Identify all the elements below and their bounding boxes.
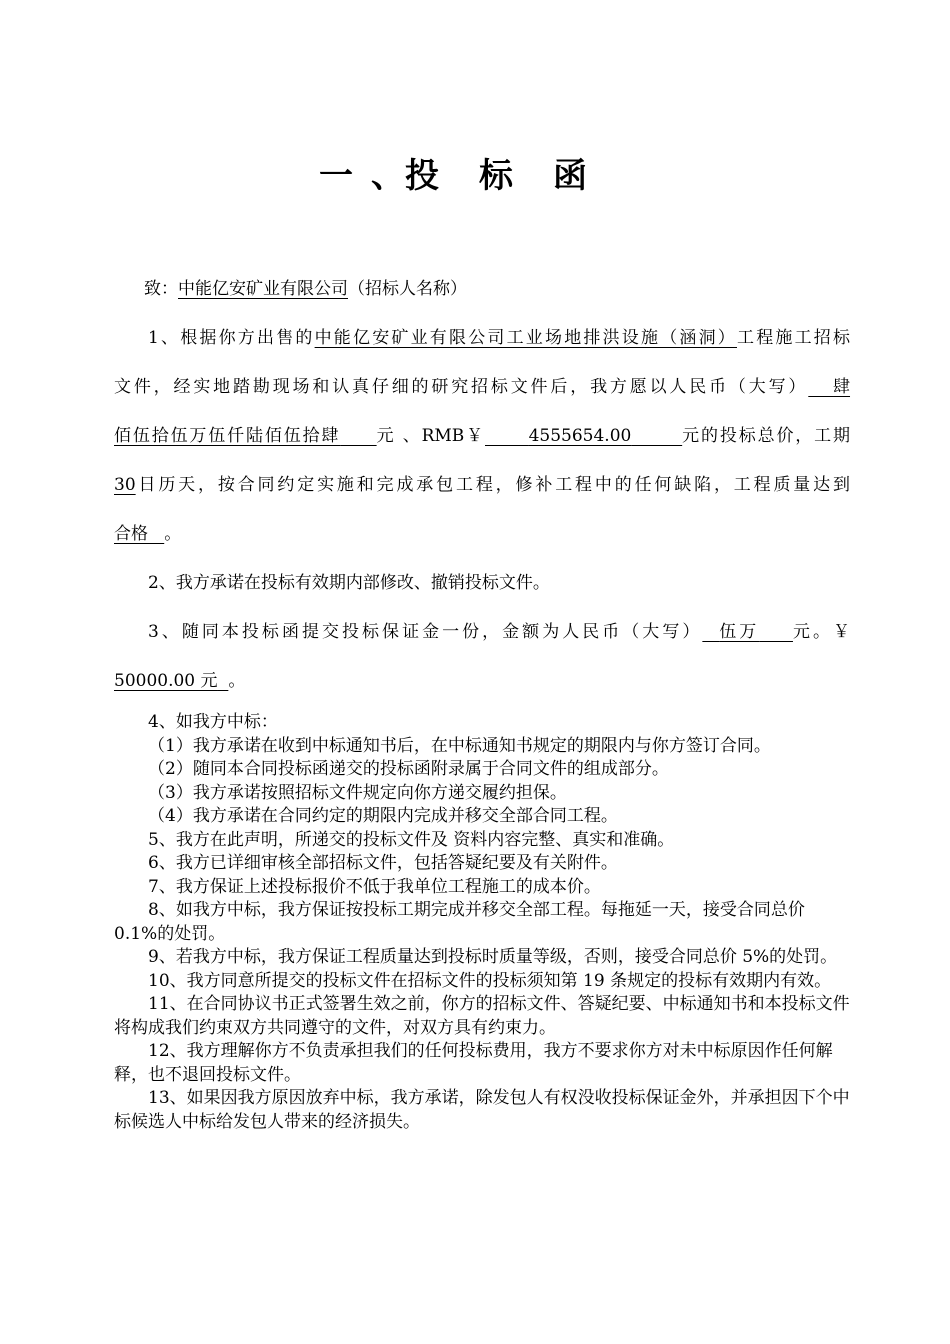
title-char-3: 标	[479, 156, 513, 196]
clause-4-item: （1）我方承诺在收到中标通知书后，在中标通知书规定的期限内与你方签订合同。	[148, 735, 771, 756]
clause-3-line-1: 3、随同本投标函提交投标保证金一份，金额为人民币（大写） 伍万 元。￥	[148, 622, 851, 642]
letter-body-main	[114, 265, 850, 706]
clause-1-line-5: 合格 。	[114, 524, 182, 544]
clause-4-item: （4）我方承诺在合同约定的期限内完成并移交全部合同工程。	[148, 806, 618, 826]
title-char-2: 、投	[371, 156, 439, 196]
clause-1-line-4: 30日历天，按合同约定实施和完成承包工程，修补工程中的任何缺陷，工程质量达到	[114, 475, 850, 495]
clause-5: 5、我方在此声明，所递交的投标文件及 资料内容完整、真实和准确。	[148, 829, 675, 850]
letter-body-clauses	[114, 711, 850, 1134]
clause-3-line-2: 50000.00 元 。	[114, 671, 246, 691]
addressee-prefix: 致：	[144, 279, 178, 299]
duration-days: 30	[114, 475, 136, 495]
clause-9: 9、若我方中标，我方保证工程质量达到投标时质量等级，否则，接受合同总价 5%的处罚。	[148, 947, 838, 967]
clause-2: 2、我方承诺在投标有效期内部修改、撤销投标文件。	[148, 573, 550, 593]
amount-cn-lead: 肆	[833, 377, 851, 397]
clause-4-heading: 4、如我方中标：	[148, 712, 278, 732]
clause-1-line-2: 文件，经实地踏勘现场和认真仔细的研究招标文件后，我方愿以人民币（大写） 肆	[114, 377, 851, 397]
title-char-1: 一	[319, 156, 353, 196]
bond-amount-num: 50000.00 元	[114, 671, 218, 691]
clause-11: 11、在合同协议书正式签署生效之前，你方的招标文件、答疑纪要、中标通知书和本投标文件将构成我们约束双方共同遵守的文件，对双方具有约束力。	[114, 994, 850, 1038]
addressee-line	[114, 265, 850, 314]
bond-amount-cn: 伍万	[719, 622, 760, 642]
clause-4-item: （2）随同本合同投标函递交的投标函附录属于合同文件的组成部分。	[148, 759, 669, 779]
amount-cn: 佰伍拾伍万伍仟陆佰伍拾肆	[114, 426, 341, 446]
quality-grade: 合格	[114, 524, 148, 544]
amount-num: 4555654.00	[528, 426, 632, 446]
title-char-4: 函	[553, 156, 587, 196]
clause-1-line-3: 佰伍拾伍万伍仟陆佰伍拾肆 元 、RMB￥ 4555654.00 元的投标总价，工期	[114, 426, 851, 446]
clause-10: 10、我方同意所提交的投标文件在招标文件的投标须知第 19 条规定的投标有效期内有效。	[148, 970, 832, 991]
clause-8: 8、如我方中标，我方保证按投标工期完成并移交全部工程。每拖延一天，接受合同总价 0.1%的处罚。	[114, 900, 805, 944]
addressee-name: 中能亿安矿业有限公司	[178, 279, 348, 299]
addressee-suffix: （招标人名称）	[348, 279, 467, 299]
project-name: 中能亿安矿业有限公司工业场地排洪设施（涵洞）	[314, 328, 737, 348]
clause-7: 7、我方保证上述投标报价不低于我单位工程施工的成本价。	[148, 876, 601, 897]
page-title	[0, 150, 950, 202]
clause-4-item: （3）我方承诺按照招标文件规定向你方递交履约担保。	[148, 782, 567, 803]
clause-13: 13、如果因我方原因放弃中标，我方承诺，除发包人有权没收投标保证金外，并承担因下个中标候选人中标给发包人带来的经济损失。	[114, 1088, 850, 1132]
clause-6: 6、我方已详细审核全部招标文件，包括答疑纪要及有关附件。	[148, 853, 618, 873]
clause-12: 12、我方理解你方不负责承担我们的任何投标费用，我方不要求你方对未中标原因作任何解释，也不退回投标文件。	[114, 1041, 833, 1085]
clause-1-line-1: 1、根据你方出售的中能亿安矿业有限公司工业场地排洪设施（涵洞）工程施工招标	[148, 328, 850, 348]
